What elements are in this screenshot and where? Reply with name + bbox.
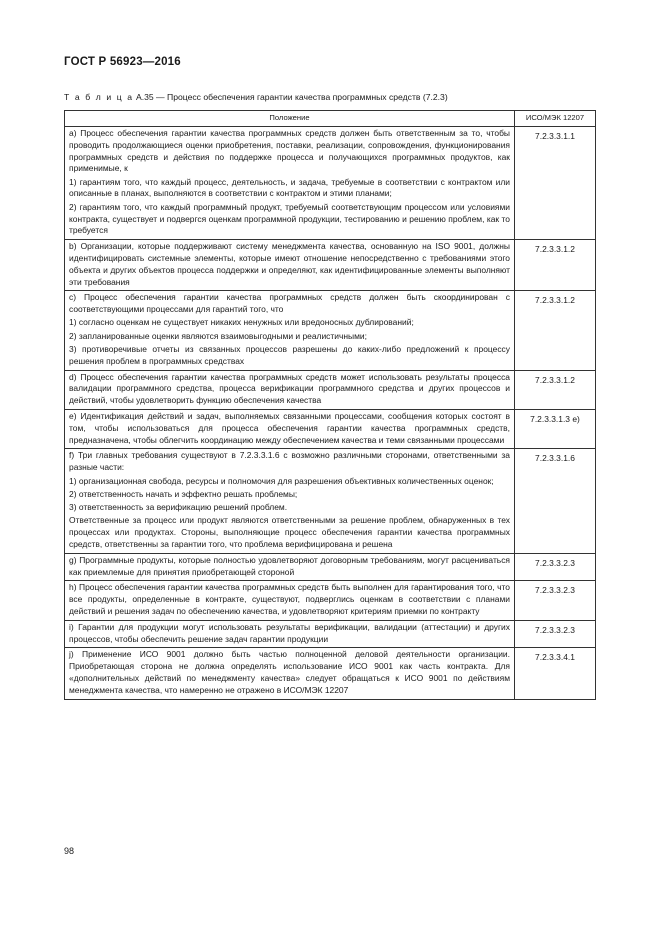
table-caption: [64, 92, 448, 102]
iso-clause-ref: 7.2.3.3.2.3: [515, 553, 596, 581]
provision-paragraph: h) Процесс обеспечения гарантии качества программных средств быть выполнен для гарантирования того, что все продукты, определенные в контракте, существуют, подверглись оценкам в соответствии с планами действий и решения задач по обеспечению качества, и удовлетворяют критериям приемки по контракту: [69, 582, 510, 616]
table-row: [65, 240, 596, 291]
table-caption-text: А.35 — Процесс обеспечения гарантии качества программных средств (7.2.3): [133, 92, 448, 102]
provision-paragraph: 3) противоречивые отчеты из связанных процессов разрешены до каких-либо предложений к процессу решения проблем в программных средствах: [69, 344, 510, 366]
provision-cell: [65, 553, 515, 581]
provision-paragraph: d) Процесс обеспечения гарантии качества программных средств может использовать результаты процесса валидации программного средства, процесса верификации программного средства и других процессов и действий, чтобы удовлетворить функцию обеспечения качества: [69, 371, 510, 406]
provision-cell: [65, 127, 515, 240]
table-row: [65, 449, 596, 553]
provision-paragraph: 1) гарантиям того, что каждый процесс, деятельность, и задача, требуемые в соответствии с контрактом или описанные в планах, выполняются в соответствии с контрактом и этими планами;: [69, 176, 510, 199]
iso-clause-ref: 7.2.3.3.1.6: [515, 449, 596, 553]
provision-paragraph: 1) организационная свобода, ресурсы и полномочия для разрешения объективных количественных оценок;: [69, 475, 494, 486]
iso-clause-ref: 7.2.3.3.1.3 e): [515, 410, 596, 449]
provision-cell: [65, 240, 515, 291]
provision-cell: [65, 410, 515, 449]
provision-paragraph: i) Гарантии для продукции могут использовать результаты верификации, валидации (аттестации) и других процессов, чтобы обеспечить решение задач гарантии продукции: [69, 621, 510, 644]
provision-paragraph: g) Программные продукты, которые полностью удовлетворяют договорным требованиям, могут расцениваться как приемлемые для принятия приобретающей стороной: [69, 554, 510, 577]
iso-clause-ref: 7.2.3.3.1.2: [515, 291, 596, 370]
provision-paragraph: 2) гарантиям того, что каждый программный продукт, требуемый соответствующим процессом или условиями контракта, существует и подвергся оценкам программной продукции, тестированию и решению проблем, как то требуется: [69, 201, 510, 236]
iso-clause-ref: 7.2.3.3.2.3: [515, 620, 596, 648]
provision-paragraph: Ответственные за процесс или продукт являются ответственными за решение проблем, обнаруженных в тех процессах или продуктах. Стороны, выполняющие процесс обеспечения гарантии качества программных средств, ответственны за гарантии того, что проблема верифицирована и решена: [69, 515, 510, 549]
column-header-provision: Положение: [65, 111, 515, 127]
provision-cell: [65, 581, 515, 620]
provision-paragraph: b) Организации, которые поддерживают систему менеджмента качества, основанную на ISO 9001, должны идентифицировать системные элементы, которые имеют отношение непосредственно с требованиями этого объекта и других объектов процесса поддержки и определяют, как идентифицированные элементы выполняют эти требования: [69, 241, 510, 287]
provision-cell: [65, 648, 515, 699]
provision-paragraph: 2) запланированные оценки являются взаимовыгодными и реалистичными;: [69, 330, 367, 341]
provision-paragraph: 2) ответственность начать и эффектно решать проблемы;: [69, 488, 298, 499]
provision-cell: [65, 370, 515, 409]
provision-paragraph: j) Применение ИСО 9001 должно быть частью полноценной деловой деятельности организации. Приобретающая сторона не должна определять использование ИСО 9001 как часть контракта. Для «дополнительных действий по менеджменту качества» следует обращаться к ИСО 9001 по действиям менеджмента качества, что намеренно не отражено в ИСО/МЭК 12207: [69, 649, 510, 695]
table-row: [65, 410, 596, 449]
iso-clause-ref: 7.2.3.3.4.1: [515, 648, 596, 699]
table-row: [65, 553, 596, 581]
provision-paragraph: 1) согласно оценкам не существует никаких ненужных или вредоносных дублирований;: [69, 317, 414, 328]
column-header-iso-ref: ИСО/МЭК 12207: [515, 111, 596, 127]
provision-paragraph: 3) ответственность за верификацию решений проблем.: [69, 502, 288, 513]
iso-clause-ref: 7.2.3.3.1.1: [515, 127, 596, 240]
table-row: [65, 620, 596, 648]
provision-cell: [65, 291, 515, 370]
provision-paragraph: e) Идентификация действий и задач, выполняемых связанными процессами, сообщения которых состоят в том, чтобы использоваться для процесса обеспечения гарантии качества программных средств, предназначена, чтобы облегчить координацию между обеспечением качества и теми связанными процессами: [69, 411, 510, 445]
iso-clause-ref: 7.2.3.3.1.2: [515, 240, 596, 291]
provision-paragraph: а) Процесс обеспечения гарантии качества программных средств должен быть ответственным за то, чтобы проводить продолжающиеся оценки приобретения, поставки, реализации, сопровождения, функционирования программных средств и действия по поддержке процесса и получающихся программных продуктов, как применимые, к: [69, 128, 510, 174]
iso-clause-ref: 7.2.3.3.1.2: [515, 370, 596, 409]
iso-clause-ref: 7.2.3.3.2.3: [515, 581, 596, 620]
table-header-row: [65, 111, 596, 127]
table-body: [65, 127, 596, 700]
requirements-table: [64, 110, 596, 700]
table-row: [65, 127, 596, 240]
provision-cell: [65, 620, 515, 648]
provision-paragraph: с) Процесс обеспечения гарантии качества программных средств должен быть скоординирован с соответствующими процессами для гарантий того, что: [69, 292, 510, 315]
table-caption-label: Т а б л и ц а: [64, 92, 134, 102]
document-standard-title: ГОСТ Р 56923—2016: [64, 56, 181, 68]
page-number: 98: [64, 846, 75, 856]
provision-cell: [65, 449, 515, 553]
table-row: [65, 581, 596, 620]
table-row: [65, 370, 596, 409]
table-row: [65, 648, 596, 699]
table-row: [65, 291, 596, 370]
provision-paragraph: f) Три главных требования существуют в 7.2.3.3.1.6 с возможно различными сторонами, ответственными за разные части:: [69, 450, 510, 473]
